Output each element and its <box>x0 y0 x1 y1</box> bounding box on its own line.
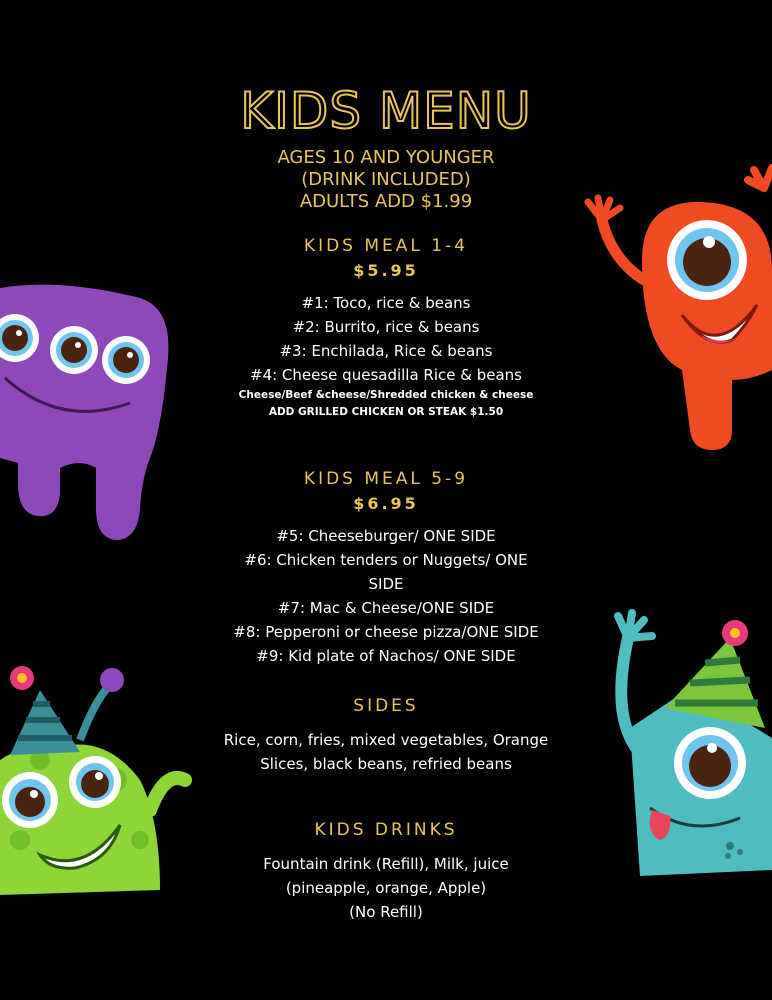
kids-meal-1-4-price: $5.95 <box>353 261 419 280</box>
menu-item: #8: Pepperoni or cheese pizza/ONE SIDE <box>233 623 539 641</box>
menu-item: #5: Cheeseburger/ ONE SIDE <box>276 527 496 545</box>
menu-item: #1: Toco, rice & beans <box>301 294 471 312</box>
menu-item: #2: Burrito, rice & beans <box>292 318 480 336</box>
menu-subtitle <box>0 147 772 213</box>
subtitle-line: AGES 10 AND YOUNGER <box>277 147 495 168</box>
drinks-line: (pineapple, orange, Apple) <box>285 879 487 897</box>
sides-list <box>190 728 582 776</box>
subtitle-line: ADULTS ADD $1.99 <box>299 191 473 212</box>
menu-item: #4: Cheese quesadilla Rice & beans <box>250 366 522 384</box>
menu-item: #7: Mac & Cheese/ONE SIDE <box>277 599 495 617</box>
sides-line: Rice, corn, fries, mixed vegetables, Orange <box>223 731 549 749</box>
menu-title: KIDS MENU <box>240 82 532 140</box>
kids-meal-5-9-price: $6.95 <box>353 494 419 513</box>
subtitle-line: (DRINK INCLUDED) <box>301 169 471 190</box>
menu-note: Cheese/Beef &cheese/Shredded chicken & cheese <box>238 389 534 401</box>
kids-drinks-heading: KIDS DRINKS <box>314 820 458 840</box>
kids-meal-5-9-items <box>200 524 572 668</box>
kids-meal-1-4-heading: KIDS MEAL 1-4 <box>303 236 469 256</box>
menu-note: ADD GRILLED CHICKEN OR STEAK $1.50 <box>268 406 504 418</box>
kids-meal-1-4-items <box>200 291 572 387</box>
sides-line: Slices, black beans, refried beans <box>260 755 512 773</box>
menu-item: SIDE <box>368 575 404 593</box>
kids-drinks-list <box>200 852 572 924</box>
menu-item: #6: Chicken tenders or Nuggets/ ONE <box>244 551 528 569</box>
drinks-line: Fountain drink (Refill), Milk, juice <box>263 855 509 873</box>
sides-heading: SIDES <box>353 696 419 716</box>
kids-meal-5-9-heading: KIDS MEAL 5-9 <box>303 469 469 489</box>
teal-monster-illustration <box>600 608 772 883</box>
menu-item: #3: Enchilada, Rice & beans <box>279 342 493 360</box>
menu-item: #9: Kid plate of Nachos/ ONE SIDE <box>256 647 516 665</box>
drinks-line: (No Refill) <box>349 903 423 921</box>
kids-meal-1-4-notes <box>180 387 592 421</box>
